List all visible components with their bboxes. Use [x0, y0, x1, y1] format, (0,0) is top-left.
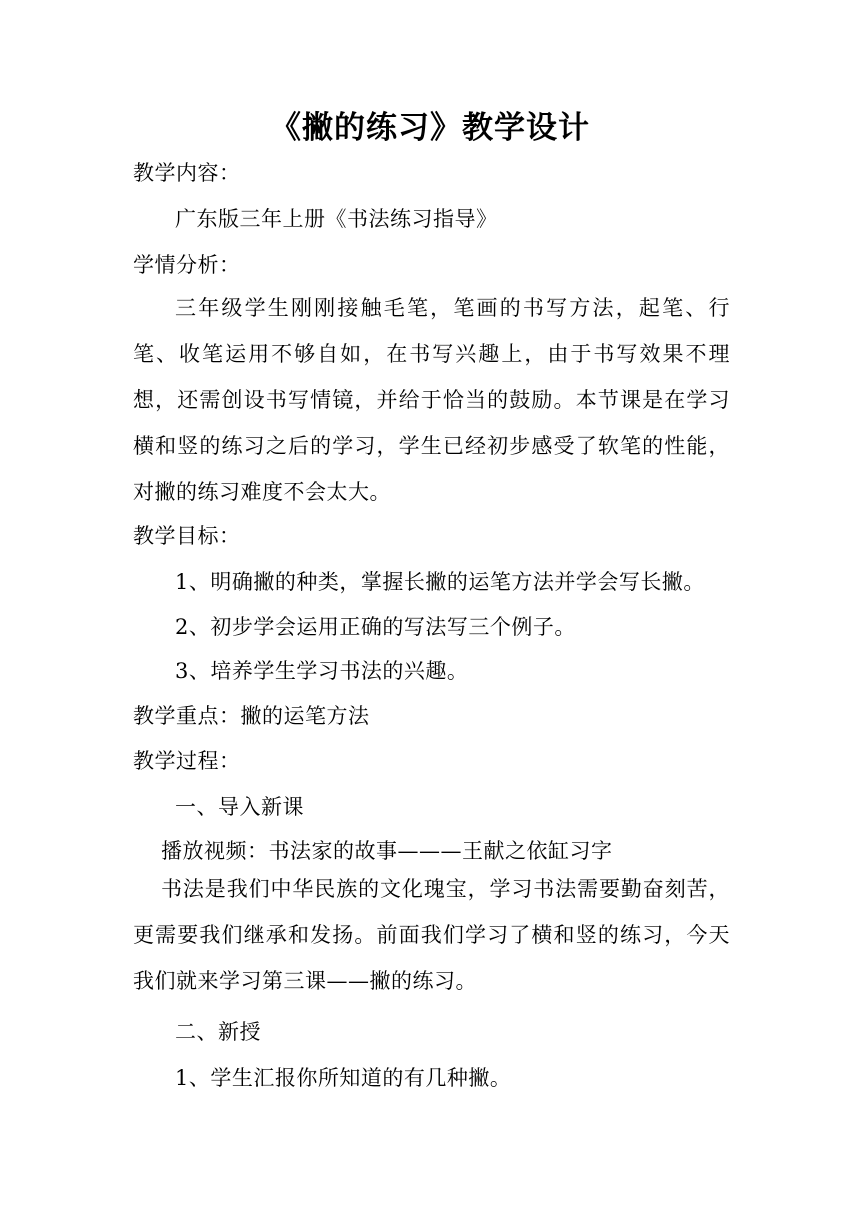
- document-title: 《撇的练习》教学设计: [270, 110, 590, 146]
- goal-item-3: 3、培养学生学习书法的兴趣。: [175, 659, 469, 683]
- key-point: 教学重点：撇的运笔方法: [133, 704, 370, 728]
- analysis-heading: 学情分析：: [133, 253, 241, 277]
- section-heading-1: 一、导入新课: [175, 795, 304, 819]
- goals-heading: 教学目标：: [133, 524, 241, 548]
- analysis-paragraph: 三年级学生刚刚接触毛笔，笔画的书写方法，起笔、行笔、收笔运用不够自如，在书写兴趣上，由于书写效果不理想，还需创设书写情镜，并给于恰当的鼓励。本节课是在学习横和竖的练习之后的学习，学生已经初步感受了软笔的性能，对撇的练习难度不会太大。: [133, 296, 730, 504]
- goal-item-2: 2、初步学会运用正确的写法写三个例子。: [175, 615, 576, 639]
- process-heading: 教学过程：: [133, 749, 241, 773]
- section-heading-2: 二、新授: [175, 1020, 261, 1044]
- content-text: 广东版三年上册《书法练习指导》: [175, 207, 498, 231]
- step-1: 1、学生汇报你所知道的有几种撇。: [175, 1066, 512, 1090]
- video-line: 播放视频：书法家的故事———王献之依缸习字: [161, 839, 613, 863]
- content-heading: 教学内容：: [133, 161, 241, 185]
- goal-item-1: 1、明确撇的种类，掌握长撇的运笔方法并学会写长撇。: [175, 570, 705, 594]
- intro-paragraph: 书法是我们中华民族的文化瑰宝，学习书法需要勤奋刻苦，更需要我们继承和发扬。前面我们学习了横和竖的练习，今天我们就来学习第三课——撇的练习。: [133, 877, 730, 993]
